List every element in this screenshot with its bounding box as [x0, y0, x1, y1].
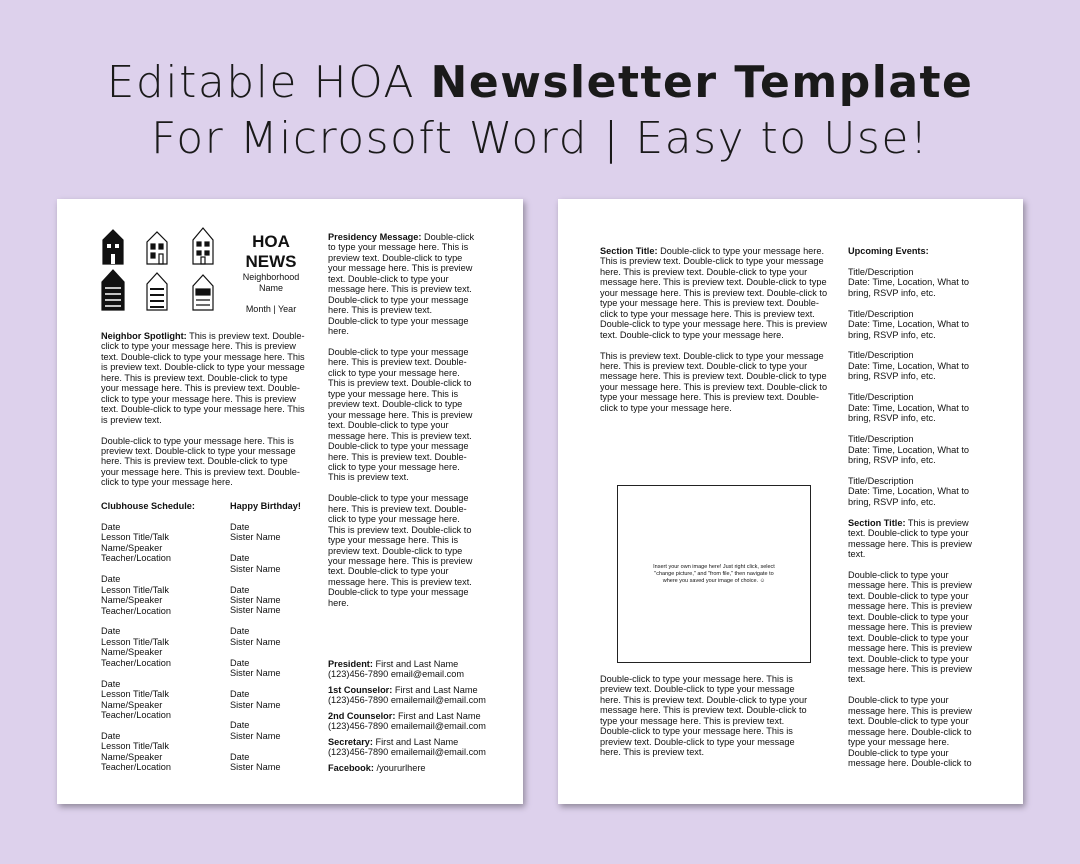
contact-name: First and Last Name: [394, 684, 478, 695]
contact-name: First and Last Name: [375, 736, 459, 747]
clubhouse-entry-line: Lesson Title/Talk: [101, 584, 169, 595]
contact-name: First and Last Name: [397, 710, 481, 721]
contact-info: (123)456-7890 emailemail@email.com: [328, 721, 486, 732]
section-one: [600, 246, 830, 424]
section-two-text: This is preview text. Double-click to type your message here. This is preview text.: [848, 517, 972, 560]
section-two-paragraph-2[interactable]: Double-click to type your message here. This is preview text. Double-click to type your message here. This is preview text. Double-click to type your message here. This is preview text. Double-click to type your message here. This is preview text. Double-click to type your message here. This is preview text.: [848, 569, 972, 685]
neighbor-spotlight-label: Neighbor Spotlight:: [101, 331, 187, 341]
presidency-paragraph-3[interactable]: Double-click to type your message here. This is preview text. Double-click to type your message here. This is preview text. Double-click to type your message here. This is preview text. Double-click to type your message here. This is preview text. Double-click to type your message here. This is preview text. Double-click to type your message here.: [328, 493, 473, 608]
clubhouse-entry-line: Name/Speaker: [101, 699, 163, 710]
birthday-entry-line: Sister Name: [230, 605, 281, 616]
birthday-entry[interactable]: [230, 626, 320, 647]
clubhouse-entry-line: Date: [101, 574, 121, 585]
clubhouse-entry[interactable]: [101, 679, 226, 721]
clubhouse-entry[interactable]: [101, 626, 226, 668]
headline-line-1-bold: Newsletter Template: [430, 57, 974, 108]
facebook-url: /yoururlhere: [376, 762, 426, 773]
birthday-entry-line: Sister Name: [230, 730, 281, 741]
birthday-entry-line: Sister Name: [230, 595, 281, 606]
event-detail: Date: Time, Location, What to bring, RSVP info, etc.: [848, 277, 970, 298]
birthday-entry-line: Sister Name: [230, 563, 281, 574]
clubhouse-entry-line: Date: [101, 626, 121, 637]
facebook-label: Facebook:: [328, 762, 374, 773]
contact-list: [328, 659, 508, 758]
contact-name-line: [328, 711, 508, 721]
birthday-entry-line: Date: [230, 521, 250, 532]
masthead-title-line-1: HOA: [252, 232, 290, 251]
birthday-entry-line: Date: [230, 720, 250, 731]
neighborhood-name: Name: [258, 283, 283, 293]
event-title: Title/Description: [848, 350, 914, 361]
contact-info: (123)456-7890 emailemail@email.com: [328, 747, 486, 758]
clubhouse-entry-line: Name/Speaker: [101, 595, 163, 606]
birthday-entry-line: Sister Name: [230, 532, 281, 543]
contact-name: First and Last Name: [375, 659, 459, 669]
houses-illustration: [99, 226, 219, 316]
upcoming-events-title: Upcoming Events:: [848, 246, 929, 256]
clubhouse-entry-line: Lesson Title/Talk: [101, 741, 169, 752]
contact-role: Secretary:: [328, 736, 373, 747]
birthday-entry-line: Sister Name: [230, 762, 281, 773]
event-detail: Date: Time, Location, What to bring, RSVP info, etc.: [848, 444, 970, 465]
clubhouse-entry-line: Date: [101, 678, 121, 689]
after-image: [600, 674, 810, 768]
birthday-title: Happy Birthday!: [230, 501, 301, 511]
contact-role: President:: [328, 659, 373, 669]
event-entry[interactable]: [848, 392, 983, 423]
event-entry[interactable]: [848, 309, 983, 340]
contact-name-line: [328, 685, 508, 695]
event-detail: Date: Time, Location, What to bring, RSVP info, etc.: [848, 402, 970, 424]
section-one-title: Section Title:: [600, 246, 658, 256]
birthday-entry-line: Date: [230, 689, 250, 700]
masthead: [237, 232, 305, 315]
clubhouse-entry-line: Lesson Title/Talk: [101, 689, 169, 700]
event-entry[interactable]: [848, 350, 983, 381]
event-title: Title/Description: [848, 475, 914, 486]
clubhouse-entry-line: Teacher/Location: [101, 605, 171, 616]
masthead-title-line-2: NEWS: [245, 252, 297, 271]
issue-date: Month | Year: [245, 304, 297, 314]
presidency-message-text: Double-click to type your message here. This is preview text. Double-click to type your message here. This is preview text. Double-click to type your message here. This is preview text. Double-click to type your message here. This is preview text.: [328, 232, 475, 316]
image-placeholder-text: Insert your own image here! Just right click, select "change picture," and "from file," then navigate to where you saved your image of choice. ☺: [653, 563, 775, 584]
clubhouse-schedule: [101, 501, 226, 783]
birthday-entry-line: Date: [230, 626, 250, 637]
image-placeholder[interactable]: [617, 485, 811, 663]
event-detail: Date: Time, Location, What to bring, RSVP info, etc.: [848, 360, 970, 382]
clubhouse-entry-line: Teacher/Location: [101, 553, 171, 564]
headline: [0, 55, 1080, 167]
clubhouse-entry-line: Name/Speaker: [101, 542, 163, 553]
contact-role: 1st Counselor:: [328, 684, 393, 695]
presidency-paragraph-2[interactable]: Double-click to type your message here. This is preview text. Double-click to type your message here. This is preview text. Double-click to type your message here. This is preview text. Double-click to type your message here. This is preview text. Double-click to type your message here. This is preview text. Double-click to type your message here. This is preview text. Double-click to type your message here. This is preview text.: [328, 346, 473, 483]
headline-line-2: For Microsoft Word | Easy to Use!: [150, 113, 930, 164]
birthday-entry[interactable]: [230, 720, 320, 741]
event-title: Title/Description: [848, 434, 914, 445]
neighbor-spotlight-text: This is preview text. Double-click to type your message here. This is preview text. Double-click to type your message here. This is preview text. Double-click to type your message here. This is preview text. Double-click to type your message here. This is preview text. Double-click to type your message here. This is preview text. Double-click to type your message here. This is preview text.: [101, 331, 305, 425]
headline-line-1: [0, 55, 1080, 111]
birthday-entry-line: Date: [230, 751, 250, 762]
clubhouse-entry-line: Lesson Title/Talk: [101, 636, 169, 647]
newsletter-page-2: [558, 199, 1023, 804]
facebook-link[interactable]: [328, 763, 508, 773]
clubhouse-entry-line: Name/Speaker: [101, 751, 163, 762]
contact-entry[interactable]: [328, 737, 508, 758]
birthday-entry[interactable]: [230, 689, 320, 710]
presidency-message-text-2: Double-click to type your message here.: [328, 315, 469, 337]
left-column: [101, 331, 307, 498]
section-two-title: Section Title:: [848, 517, 906, 528]
events-column: [848, 246, 983, 768]
birthday-entry-line: Sister Name: [230, 668, 281, 679]
clubhouse-entry[interactable]: [101, 574, 226, 616]
birthday-entry[interactable]: [230, 752, 320, 773]
section-one-paragraph-2[interactable]: This is preview text. Double-click to type your message here. This is preview text. Double-click to type your message here. This is preview text. Double-click to type your message here. This is preview text. Double-click to type your message here. This is preview text. Double-click to type your message here.: [600, 350, 828, 413]
birthday-entry[interactable]: [230, 585, 320, 616]
headline-line-1-regular: Editable HOA: [106, 57, 431, 108]
contact-info: (123)456-7890 emailemail@email.com: [328, 695, 486, 706]
clubhouse-entry-line: Lesson Title/Talk: [101, 532, 169, 543]
event-entry[interactable]: [848, 434, 983, 465]
event-entry[interactable]: [848, 476, 983, 507]
birthday-entry[interactable]: [230, 658, 320, 679]
clubhouse-entry[interactable]: [101, 731, 226, 773]
presidency-column: [328, 232, 476, 619]
clubhouse-entry-line: Teacher/Location: [101, 710, 171, 720]
clubhouse-list: [101, 522, 226, 773]
contact-name-line: [328, 737, 508, 747]
contact-entry[interactable]: [328, 685, 508, 706]
neighbor-spotlight[interactable]: [101, 331, 307, 425]
presidency-message-label: Presidency Message:: [328, 232, 422, 242]
newsletter-page-1: [57, 199, 523, 804]
contact-entry[interactable]: [328, 659, 508, 680]
contact-info: (123)456-7890 email@email.com: [328, 669, 464, 680]
event-detail: Date: Time, Location, What to bring, RSVP info, etc.: [848, 486, 970, 507]
neighborhood-label: Neighborhood: [242, 272, 300, 282]
section-two-paragraph-3-clip: [848, 695, 983, 768]
after-image-paragraph[interactable]: Double-click to type your message here. This is preview text. Double-click to type your message here. This is preview text. Double-click to type your message here. This is preview text. Double-click to type your message here. This is preview text. Double-click to type your message here. This is preview text. Double-click to type your message here. This is preview text.: [600, 674, 808, 758]
clubhouse-entry-line: Date: [101, 730, 121, 741]
section-two-paragraph-1[interactable]: [848, 518, 983, 560]
clubhouse-schedule-title: Clubhouse Schedule:: [101, 501, 195, 511]
birthday-entry-line: Date: [230, 584, 250, 595]
presidency-message[interactable]: [328, 232, 476, 337]
section-one-paragraph-1[interactable]: [600, 246, 830, 340]
birthdays: [230, 501, 320, 783]
birthday-entry[interactable]: [230, 553, 320, 574]
clubhouse-entry-line: Teacher/Location: [101, 762, 171, 773]
section-two-paragraph-3[interactable]: Double-click to type your message here. This is preview text. Double-click to type your message here. Double-click to type your message here. Double-click to type your message here. Double-click to: [848, 695, 972, 769]
clubhouse-entry-line: Teacher/Location: [101, 657, 171, 668]
event-detail: Date: Time, Location, What to bring, RSVP info, etc.: [848, 319, 970, 340]
clubhouse-entry-line: Name/Speaker: [101, 647, 163, 658]
spotlight-paragraph-2[interactable]: Double-click to type your message here. This is preview text. Double-click to type your message here. This is preview text. Double-click to type your message here. This is preview text. Double-click to type your message here.: [101, 435, 300, 488]
contacts: [328, 659, 508, 773]
event-title: Title/Description: [848, 392, 914, 403]
event-entry[interactable]: [848, 267, 983, 298]
contact-name-line: [328, 659, 508, 669]
house-icon: [102, 228, 213, 310]
event-title: Title/Description: [848, 266, 914, 277]
birthday-entry-line: Date: [230, 657, 250, 668]
birthday-entry-line: Date: [230, 553, 250, 564]
event-title: Title/Description: [848, 308, 914, 319]
birthday-entry-line: Sister Name: [230, 636, 281, 647]
event-list: [848, 267, 983, 507]
clubhouse-entry-line: Date: [101, 521, 121, 532]
contact-role: 2nd Counselor:: [328, 710, 396, 721]
birthday-entry-line: Sister Name: [230, 699, 281, 710]
contact-entry[interactable]: [328, 711, 508, 732]
clubhouse-entry[interactable]: [101, 522, 226, 564]
section-one-text: Double-click to type your message here. This is preview text. Double-click to type your message here. This is preview text. Double-click to type your message here. This is preview text. Double-click to type your message here. This is preview text. Double-click to type your message here. This is preview text. Double-click to type your message here. This is preview text. Double-click to type your message here. This is preview text. Double-click to type your message here.: [600, 246, 828, 340]
birthday-list: [230, 522, 320, 773]
birthday-entry[interactable]: [230, 522, 320, 543]
